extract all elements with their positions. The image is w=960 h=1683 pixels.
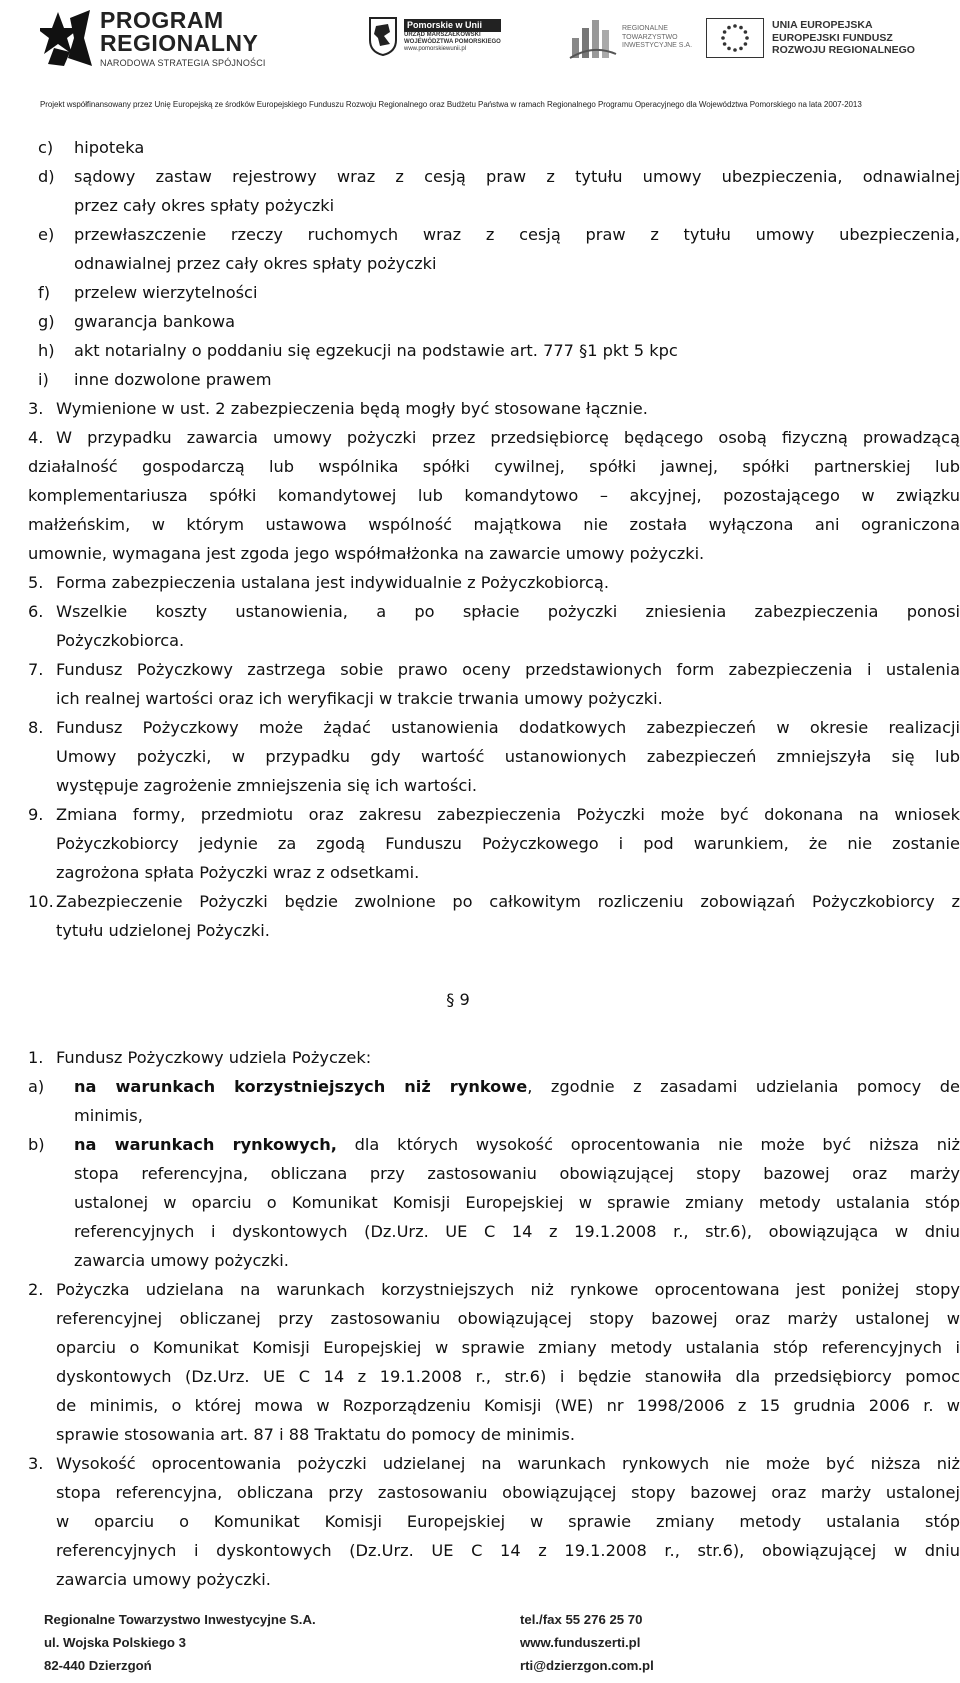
paragraph-number: 3. (28, 1454, 44, 1473)
logo-text-regionalny: REGIONALNY (100, 29, 259, 56)
list-marker: a) (28, 1077, 45, 1096)
rti-line3: INWESTYCYJNE S.A. (622, 42, 693, 50)
paragraph-9 (28, 801, 960, 829)
footer-street: ul. Wojska Polskiego 3 (44, 1635, 186, 1650)
paragraph-text: referencyjnej obliczanej przy zastosowaniu obowiązującej stopy bazowej oraz marży ustalonej w (56, 1309, 960, 1328)
list-marker: c) (38, 138, 54, 157)
program-regionalny-logo (40, 8, 266, 68)
list-item-text: referencyjnych i dyskontowych (Dz.Urz. UE C 14 z 19.1.2008 r., str.6), obowiązująca w dniu (74, 1222, 960, 1241)
page-footer (0, 1608, 960, 1683)
rti-logo (568, 14, 692, 62)
paragraph-continuation (28, 1479, 960, 1507)
paragraph-number: 5. (28, 573, 44, 592)
paragraph-text: Wszelkie koszty ustanowienia, a po spłacie pożyczki zniesienia zabezpieczenia ponosi (56, 602, 960, 621)
paragraph-text: Wysokość oprocentowania pożyczki udzielanej na warunkach rynkowych nie może być niższa niż (56, 1454, 960, 1473)
list-marker: e) (38, 225, 55, 244)
paragraph-text: oparciu o Komunikat Komisji Europejskiej w sprawie zmiany metody ustalania stóp referencyjnych i (56, 1338, 960, 1357)
paragraph-number: 1. (28, 1048, 44, 1067)
eu-line3: ROZWOJU REGIONALNEGO (772, 44, 915, 57)
list-item-text: przewłaszczenie rzeczy ruchomych wraz z cesją praw z tytułu umowy ubezpieczenia, (74, 225, 960, 244)
logo-text-strategia: NARODOWA STRATEGIA SPÓJNOŚCI (100, 57, 266, 68)
pomorskie-logo (368, 16, 501, 56)
eu-flag-icon (706, 18, 764, 58)
list-marker: g) (38, 312, 55, 331)
paragraph-continuation (28, 1363, 960, 1391)
paragraph-number: 4. (28, 428, 44, 447)
paragraph-text: ich realnej wartości oraz ich weryfikacji w trakcie trwania umowy pożyczki. (56, 689, 663, 708)
rti-bars-icon (568, 14, 618, 62)
paragraph-text: de minimis, o której mowa w Rozporządzeniu Komisji (WE) nr 1998/2006 z 15 grudnia 2006 r. w (56, 1396, 960, 1415)
list-item-continuation (28, 1189, 960, 1217)
paragraph-text: Fundusz Pożyczkowy może żądać ustanowienia dodatkowych zabezpieczeń w okresie realizacji (56, 718, 960, 737)
paragraph-text: Pożyczka udzielana na warunkach korzystniejszych niż rynkowe oprocentowana jest poniżej stopy (56, 1280, 960, 1299)
list-item-text: stopa referencyjna, obliczana przy zastosowaniu obowiązującej stopy bazowej oraz marży (74, 1164, 960, 1183)
list-marker: i) (38, 370, 49, 389)
list-item-text: przelew wierzytelności (74, 283, 258, 302)
paragraph-number: 7. (28, 660, 44, 679)
cofinancing-note: Projekt współfinansowany przez Unię Europejską ze środków Europejskiego Funduszu Rozwoju Regionalnego oraz Budżetu Państwa w ramach Regionalnego Programu Operacyjnego dla Województwa Pomorskiego na lata 2007-2013 (40, 100, 862, 109)
paragraph-text: Umowy pożyczki, w przypadku gdy wartość ustanowionych zabezpieczeń zmniejszyła się lub (56, 747, 960, 766)
paragraph-continuation (28, 830, 960, 858)
paragraph-text: sprawie stosowania art. 87 i 88 Traktatu do pomocy de minimis. (56, 1425, 575, 1444)
paragraph-text: w oparciu o Komunikat Komisji Europejskiej w sprawie zmiany metody ustalania stóp (56, 1512, 960, 1531)
paragraph-number: 6. (28, 602, 44, 621)
paragraph-6 (28, 598, 960, 626)
paragraph-8 (28, 714, 960, 742)
footer-email: rti@dzierzgon.com.pl (520, 1658, 654, 1673)
eu-line1: UNIA EUROPEJSKA (772, 19, 873, 32)
paragraph-text: komplementariusza spółki komandytowej lub komandytowo – akcyjnej, pozostającego w związku (28, 486, 960, 505)
paragraph-7 (28, 656, 960, 684)
list-marker: f) (38, 283, 51, 302)
footer-contact (520, 1608, 654, 1677)
paragraph-number: 3. (28, 399, 44, 418)
eu-line2: EUROPEJSKI FUNDUSZ (772, 31, 893, 44)
section-paragraph-3 (28, 1450, 960, 1478)
list-item-text: akt notarialny o poddaniu się egzekucji na podstawie art. 777 §1 pkt 5 kpc (74, 341, 678, 360)
paragraph-text: dyskontowych (Dz.Urz. UE C 14 z 19.1.2008 r., str.6) i będzie stanowiła dla przedsiębiorcy pomoc (56, 1367, 960, 1386)
list-item-continuation (28, 1160, 960, 1188)
rti-line2: TOWARZYSTWO (622, 33, 678, 41)
list-marker: b) (28, 1135, 45, 1154)
emphasis-text: na warunkach korzystniejszych niż rynkowe (74, 1077, 528, 1096)
pomorskie-url: www.pomorskiewunii.pl (404, 45, 467, 52)
page-header (0, 0, 960, 115)
list-item-text: zawarcia umowy pożyczki. (74, 1251, 289, 1270)
pomorskie-title: Pomorskie w Unii (404, 19, 501, 31)
footer-city: 82-440 Dzierzgoń (44, 1658, 152, 1673)
paragraph-text: Fundusz Pożyczkowy zastrzega sobie prawo oceny przedstawionych form zabezpieczenia i ustalenia (56, 660, 960, 679)
paragraph-text: tytułu udzielonej Pożyczki. (56, 921, 270, 940)
list-item-c (28, 134, 908, 162)
paragraph-text: referencyjnych i dyskontowych (Dz.Urz. UE C 14 z 19.1.2008 r., str.6), obowiązującej w dniu (56, 1541, 960, 1560)
paragraph-10 (28, 888, 960, 916)
paragraph-text: W przypadku zawarcia umowy pożyczki przez przedsiębiorcę będącego osobą fizyczną prowadzącą (56, 428, 960, 447)
paragraph-number: 2. (28, 1280, 44, 1299)
list-item-rest: , zgodnie z zasadami udzielania pomocy de (527, 1077, 960, 1096)
griffin-crest-icon (368, 16, 398, 56)
list-item-text: inne dozwolone prawem (74, 370, 272, 389)
paragraph-number: 9. (28, 805, 44, 824)
footer-website: www.funduszerti.pl (520, 1635, 641, 1650)
paragraph-continuation (28, 1392, 960, 1420)
paragraph-continuation (28, 743, 960, 771)
paragraph-text: Zmiana formy, przedmiotu oraz zakresu zabezpieczenia Pożyczki może być dokonana na wniosek (56, 805, 960, 824)
list-item-text: sądowy zastaw rejestrowy wraz z cesją praw z tytułu umowy ubezpieczenia, odnawialnej (74, 167, 960, 186)
section-paragraph-2 (28, 1276, 960, 1304)
list-item-text: ustalonej w oparciu o Komunikat Komisji Europejskiej w sprawie zmiany metody ustalania stóp (74, 1193, 960, 1212)
paragraph-text: występuje zagrożenie zmniejszenia się ich wartości. (56, 776, 477, 795)
list-item-text: minimis, (74, 1106, 143, 1125)
paragraph-text: stopa referencyjna, obliczana przy zastosowaniu obowiązującej stopy bazowej oraz marży ustalonej (56, 1483, 960, 1502)
paragraph-continuation (28, 1334, 960, 1362)
list-item-b (28, 1131, 960, 1159)
list-item-text: odnawialnej przez cały okres spłaty pożyczki (74, 254, 437, 273)
list-item-text (74, 1131, 960, 1159)
list-item-e (28, 221, 960, 249)
list-item-a (28, 1073, 960, 1101)
list-item-rest: dla których wysokość oprocentowania nie może być niższa niż (336, 1135, 960, 1154)
paragraph-number: 8. (28, 718, 44, 737)
list-item-text: przez cały okres spłaty pożyczki (74, 196, 335, 215)
paragraph-number: 10. (28, 892, 54, 911)
paragraph-text: Zabezpieczenie Pożyczki będzie zwolnione po całkowitym rozliczeniu zobowiązań Pożyczkobiorcy z (56, 892, 960, 911)
paragraph-text: umownie, wymagana jest zgoda jego współmałżonka na zawarcie umowy pożyczki. (28, 544, 705, 563)
star-logo-icon (40, 8, 92, 68)
paragraph-text: zawarcia umowy pożyczki. (56, 1570, 271, 1589)
list-item-text: gwarancja bankowa (74, 312, 236, 331)
paragraph-text: Pożyczkobiorca. (56, 631, 185, 650)
paragraph-continuation (28, 1508, 960, 1536)
paragraph-continuation (28, 1537, 960, 1565)
paragraph-4 (28, 424, 960, 452)
list-item-text: hipoteka (74, 138, 145, 157)
section-heading: § 9 (446, 990, 470, 1009)
logo-text-program: PROGRAM (100, 6, 224, 33)
footer-address (44, 1608, 316, 1677)
emphasis-text: na warunkach rynkowych, (74, 1135, 337, 1154)
pomorskie-region: WOJEWÓDZTWA POMORSKIEGO (404, 38, 501, 45)
rti-line1: REGIONALNE (622, 25, 668, 33)
paragraph-text: zagrożona spłata Pożyczki wraz z odsetkami. (56, 863, 420, 882)
pomorskie-office: URZĄD MARSZAŁKOWSKI (404, 31, 481, 38)
paragraph-text: Forma zabezpieczenia ustalana jest indywidualnie z Pożyczkobiorcą. (56, 573, 609, 592)
list-item-d (28, 163, 960, 191)
footer-phone: tel./fax 55 276 25 70 (520, 1612, 643, 1627)
paragraph-text: Wymienione w ust. 2 zabezpieczenia będą mogły być stosowane łącznie. (56, 399, 648, 418)
paragraph-continuation (28, 1305, 960, 1333)
list-marker: d) (38, 167, 55, 186)
paragraph-text: Pożyczkobiorcy jedynie za zgodą Funduszu Pożyczkowego i pod warunkiem, że nie zostanie (56, 834, 960, 853)
list-item-text (74, 1073, 960, 1101)
paragraph-text: Fundusz Pożyczkowy udziela Pożyczek: (56, 1048, 372, 1067)
paragraph-text: małżeńskim, w którym ustawowa wspólność majątkowa nie została wyłączona ani ograniczona (28, 515, 960, 534)
footer-company-name: Regionalne Towarzystwo Inwestycyjne S.A. (44, 1612, 316, 1627)
eu-logo (706, 18, 915, 58)
paragraph-text: działalność gospodarczą lub wspólnika spółki cywilnej, spółki jawnej, spółki partnerskiej lub (28, 457, 960, 476)
list-item-continuation (28, 1218, 960, 1246)
list-marker: h) (38, 341, 55, 360)
